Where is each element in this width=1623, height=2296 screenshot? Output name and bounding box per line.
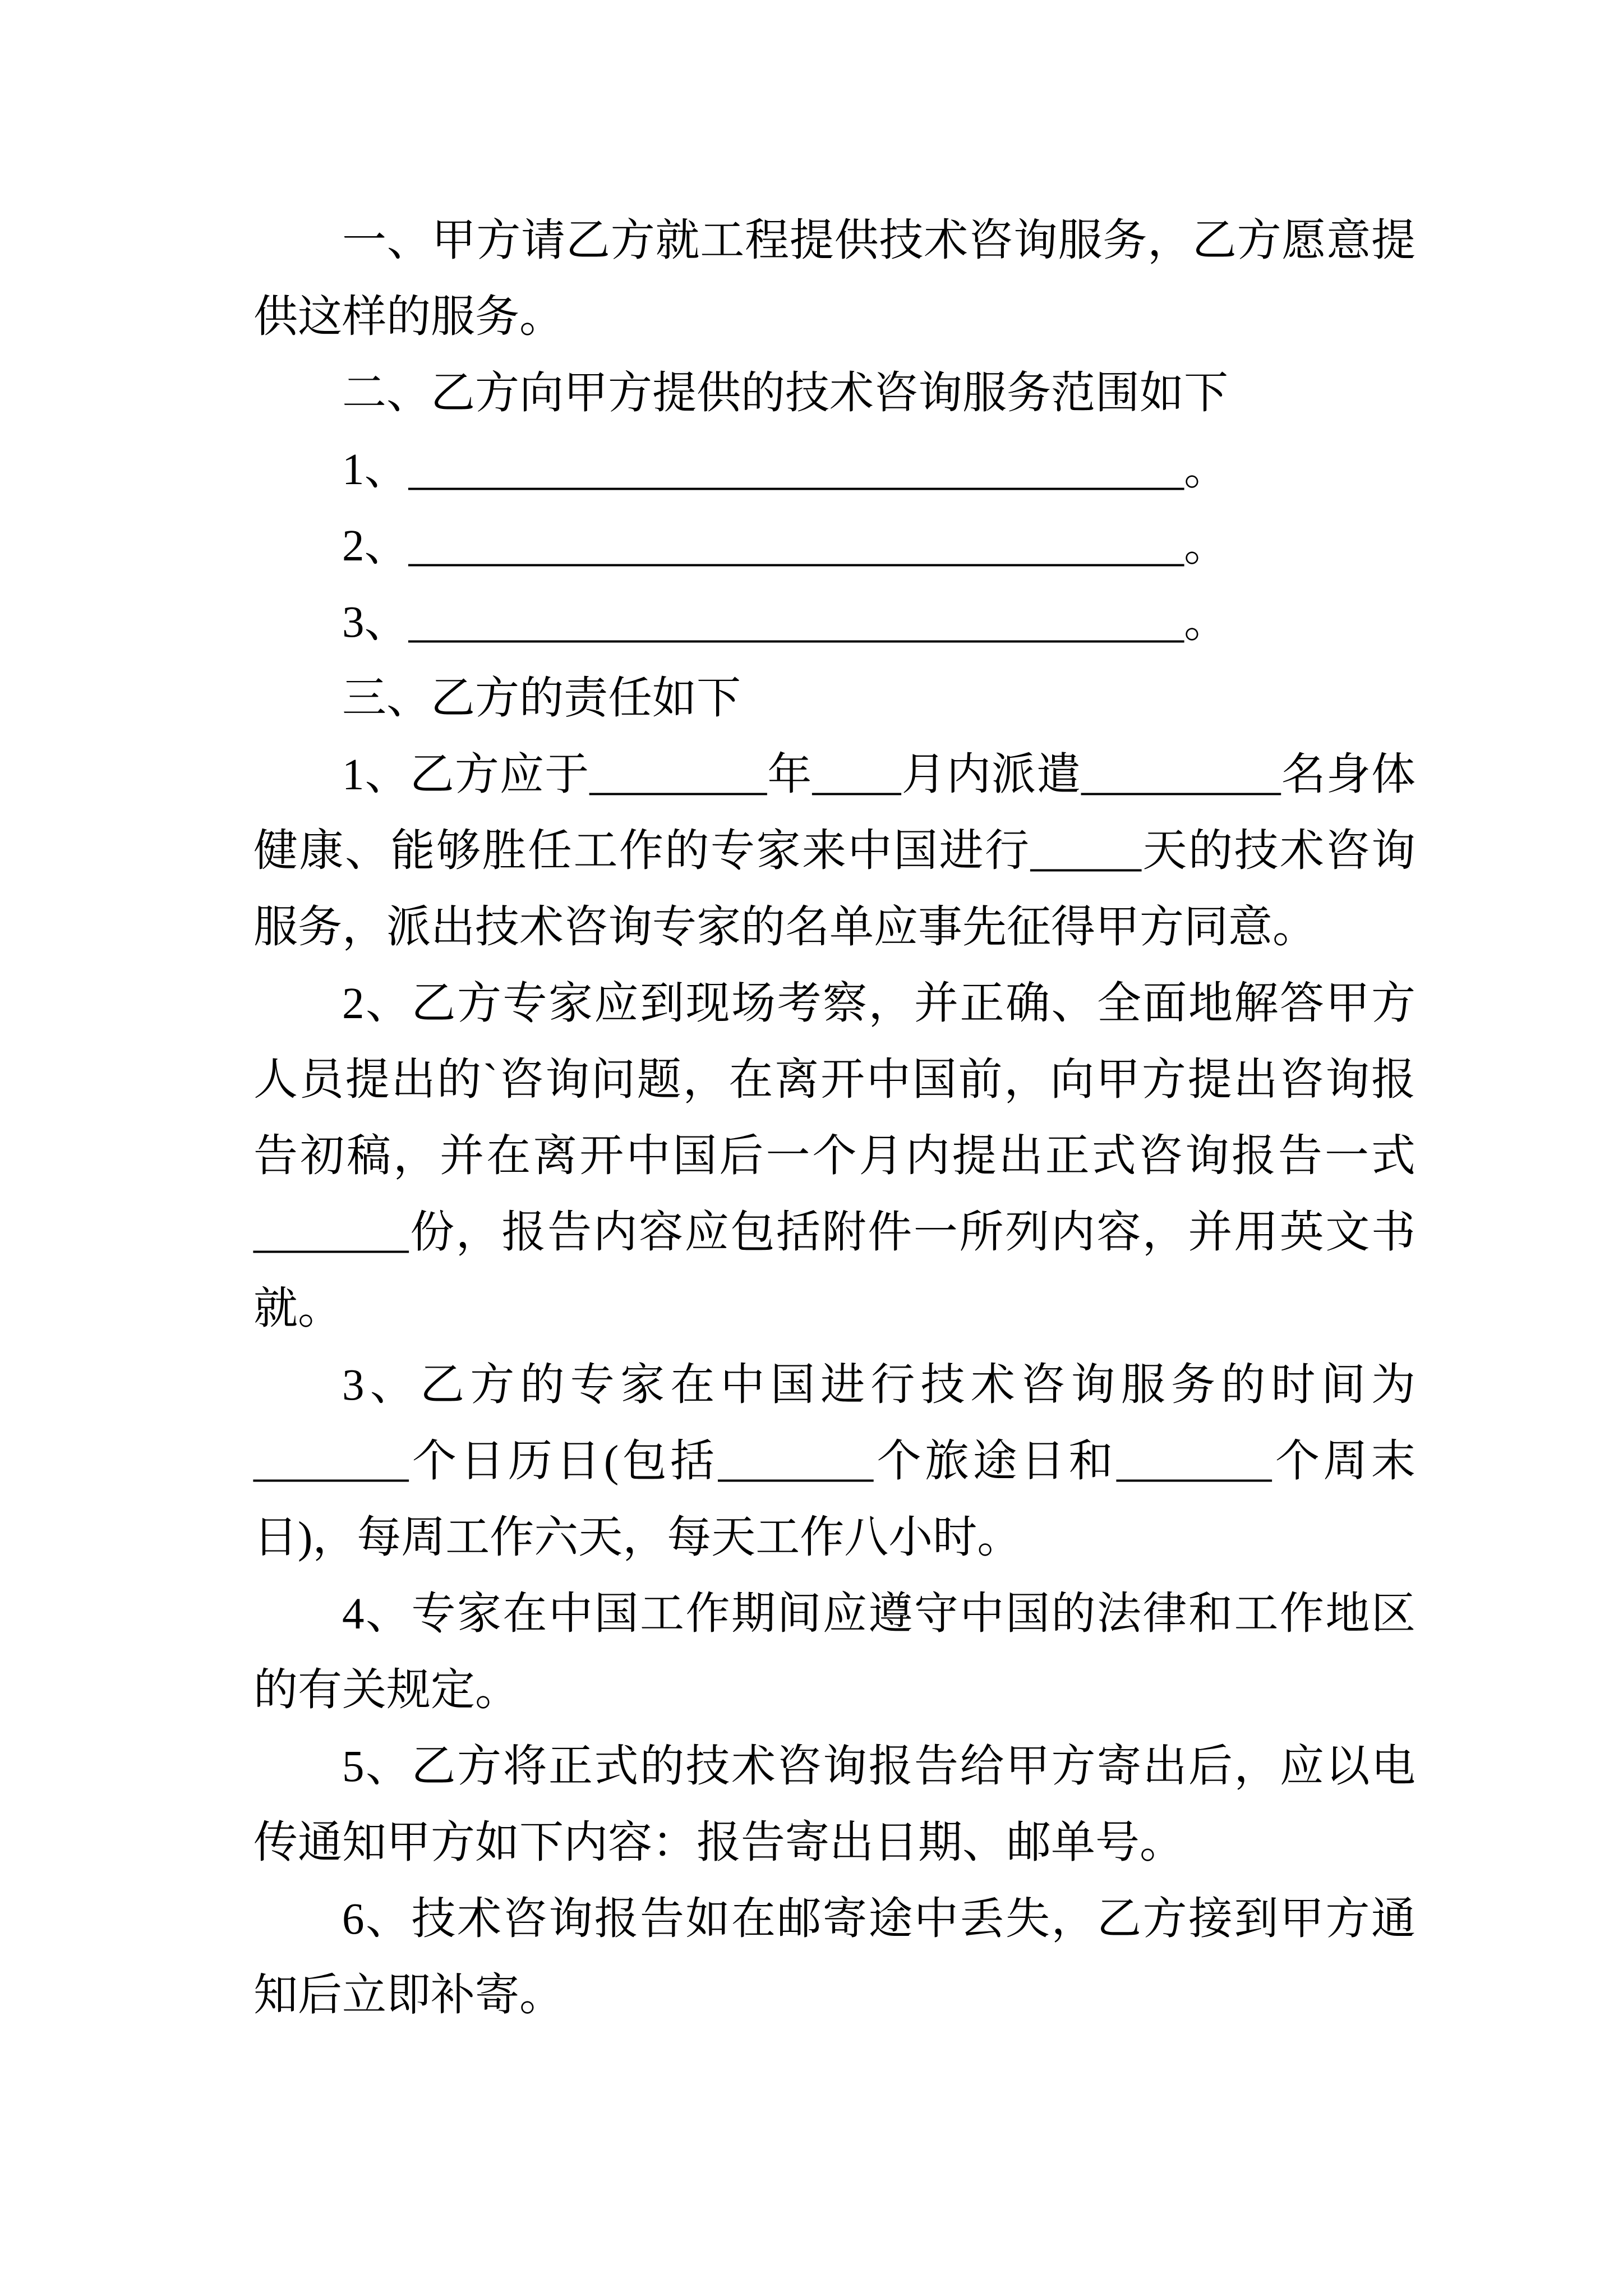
document-line: 1、___________________________________。	[342, 445, 1228, 494]
document-line: 就。	[253, 1285, 342, 1333]
document-line: 知后立即补寄。	[253, 1971, 564, 2020]
document-line: 1、乙方应于________年____月内派遣_________名身体	[342, 751, 1415, 799]
document-line: 3、___________________________________。	[342, 598, 1228, 647]
document-line: 3、乙方的专家在中国进行技术咨询服务的时间为	[342, 1361, 1415, 1410]
document-line: _______份，报告内容应包括附件一所列内容，并用英文书	[253, 1208, 1415, 1257]
document-line: 人员提出的`咨询问题，在离开中国前，向甲方提出咨询报	[253, 1056, 1415, 1105]
document-body	[253, 203, 1415, 2034]
document-line: 2、乙方专家应到现场考察，并正确、全面地解答甲方	[342, 979, 1415, 1028]
document-line: 5、乙方将正式的技术咨询报告给甲方寄出后，应以电	[342, 1742, 1415, 1791]
document-line: 服务，派出技术咨询专家的名单应事先征得甲方同意。	[253, 903, 1317, 952]
document-line: _______个日历日(包括_______个旅途日和_______个周末	[253, 1437, 1415, 1486]
document-line: 告初稿，并在离开中国后一个月内提出正式咨询报告一式	[253, 1132, 1415, 1181]
document-line: 健康、能够胜任工作的专家来中国进行_____天的技术咨询	[253, 827, 1415, 876]
document-line: 的有关规定。	[253, 1666, 519, 1715]
document-line: 三、乙方的责任如下	[342, 674, 741, 723]
document-line: 4、专家在中国工作期间应遵守中国的法律和工作地区	[342, 1590, 1415, 1639]
document-line: 一、甲方请乙方就工程提供技术咨询服务，乙方愿意提	[342, 217, 1415, 265]
document-line: 2、___________________________________。	[342, 522, 1228, 570]
document-line: 二、乙方向甲方提供的技术咨询服务范围如下	[342, 369, 1228, 418]
document-line: 供这样的服务。	[253, 293, 564, 342]
document-line: 日)，每周工作六天，每天工作八小时。	[253, 1513, 1022, 1562]
document-line: 传通知甲方如下内容：报告寄出日期、邮单号。	[253, 1819, 1184, 1867]
document-line: 6、技术咨询报告如在邮寄途中丢失，乙方接到甲方通	[342, 1895, 1415, 1944]
